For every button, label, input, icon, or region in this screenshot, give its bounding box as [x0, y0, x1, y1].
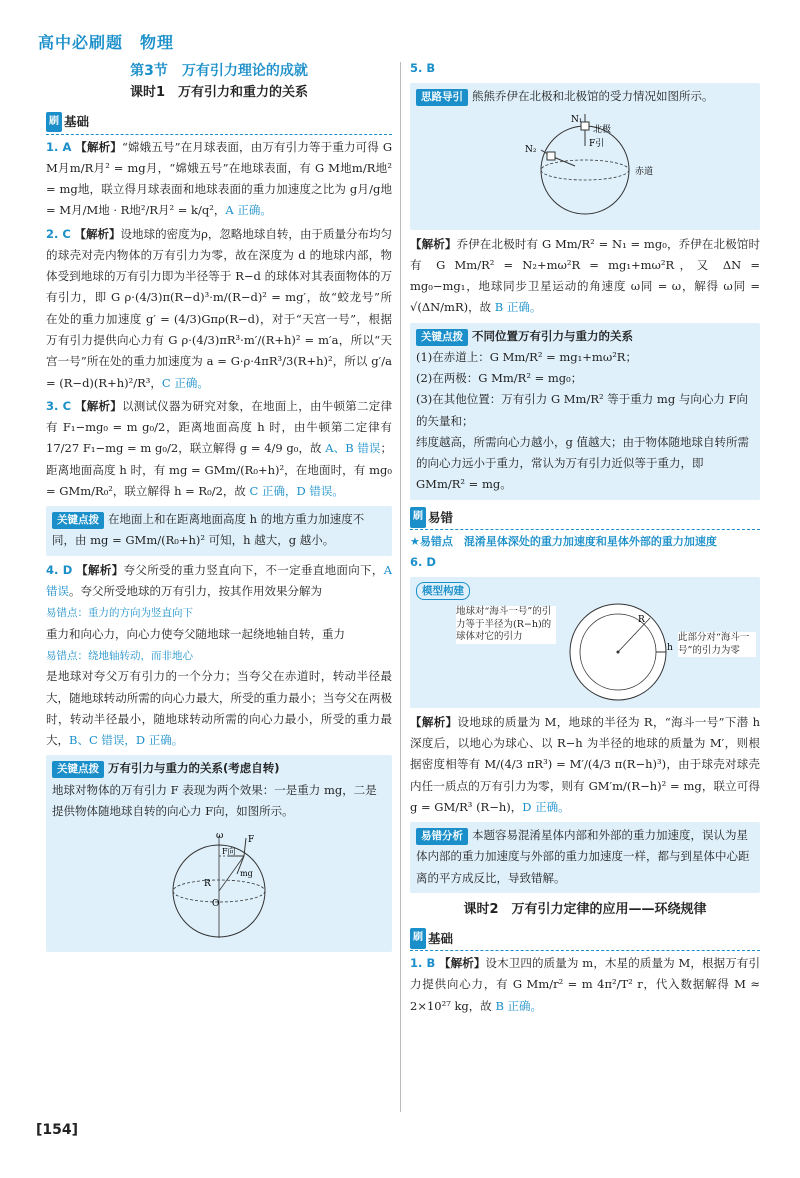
section-title: 第3节 万有引力理论的成就 [130, 63, 308, 79]
model-diagram [416, 602, 754, 702]
model-badge: 模型构建 [416, 582, 470, 600]
model-box [410, 577, 760, 707]
answer-conclusion-2: B、C 错误，D 正确。 [69, 733, 184, 748]
answer-conclusion: A 错误 [46, 562, 393, 598]
omega-label: ω [216, 831, 224, 842]
right-column [410, 58, 760, 1017]
key-point-badge: 关键点拨 [416, 329, 468, 346]
analysis-text-3: 重力和向心力，向心力使夸父随地球一起绕地轴自转，重力 [46, 626, 345, 641]
analysis-text: 设木卫四的质量为 m，木星的质量为 M，根据万有引力提供向心力，有 G Mm/r² = m 4π²/T² r，代入数据解得 M ≈ 2×10²⁷ kg，故 [410, 956, 760, 1013]
category-label: 易错 [428, 509, 454, 525]
key-point-line-1: (1)在赤道上：G Mm/R² = mg₁+mω²R； [416, 349, 637, 364]
question-number: 3. C [46, 398, 72, 413]
question-number: 1. B [410, 956, 436, 971]
answer-conclusion: C 正确。 [161, 375, 209, 390]
question-number-6: 6. D [410, 555, 436, 570]
category-error [410, 506, 760, 530]
lesson-title: 课时1 万有引力和重力的关系 [129, 85, 309, 101]
key-point-line-2: (2)在两极：G Mm/R² = mg₀； [416, 371, 583, 386]
question-number: 1. A [46, 139, 72, 154]
analysis-tag: 【解析】 [74, 226, 121, 241]
answer-5 [410, 234, 760, 319]
left-column [46, 60, 392, 956]
idea-badge: 思路导引 [416, 89, 468, 106]
answer-3 [46, 396, 392, 502]
answer-conclusion: A、B 错误 [325, 441, 381, 456]
analysis-tag: 【解析】 [74, 398, 122, 413]
error-analysis-badge: 易错分析 [416, 828, 468, 845]
category-basic-2 [410, 927, 760, 951]
radius-label: R [204, 879, 211, 890]
analysis-text-4: 是地球对夸父万有引力的一个分力；当夸父在赤道时，转动半径最大，随地球转动所需的向心力最大，所受的重力最小；当夸父在两极时，转动半径最小，随地球转动所需的向心力最小，所受的重力最大， [46, 669, 392, 748]
idea-box [410, 83, 760, 229]
answer-4 [46, 560, 392, 752]
question-number: 4. D [46, 562, 73, 577]
answer-2 [46, 224, 392, 394]
analysis-text-2: ；距离地面高度 h 时，有 mg = GMm/(R₀+h)²，在地面时，有 mg₀ = GMm/R₀²，联立解得 h = R₀/2，故 [46, 441, 392, 498]
model-right-text: 此部分对“海斗一号”的引力为零 [678, 632, 756, 658]
key-point-title: 不同位置万有引力与重力的关系 [472, 328, 633, 343]
key-point-text: 地球对物体的万有引力 F 表现为两个效果：一是重力 mg，二是提供物体随地球自转的向心力 F向，如图所示。 [52, 782, 377, 818]
error-note-2: 易错点：绕地轴转动，而非地心 [46, 649, 193, 662]
key-point-box-2 [46, 755, 392, 952]
centripetal-label: F向 [222, 847, 236, 857]
analysis-text: “嫦娥五号”在月球表面，由万有引力等于重力可得 G M月m/R月² = mg月，“嫦娥五号”在地球表面，有 G M地m/R地² = mg地，联立得月球表面和地球表面的重力加速度之比为 g月/g地 = M月/M地 · R地²/R月² = k/q²， [46, 139, 393, 218]
key-point-line-4: 纬度越高，所需向心力越小，g 值越大；由于物体随地球自转所需的向心力远小于重力，常认为万有引力近似等于重力，即 GMm/R² = mg。 [416, 434, 750, 492]
analysis-text: 以测试仪器为研究对象，在地面上，由牛顿第二定律有 F₁−mg₀ = m g₀/2，距离地面高度 h 时，由牛顿第二定律有 17/27 F₁−mg = m g₀/2，联立解得 g = 4/9 g₀，故 [46, 398, 393, 456]
earth-force-diagram [144, 826, 294, 944]
analysis-text: 设地球的质量为 M，地球的半径为 R，“海斗一号”下潜 h 深度后，以地心为球心、以 R−h 为半径的地球的质量为 M′，则根据密度相等有 M/(4/3 πR³) = M′/(4/3 π(R−h)³)，由于球壳对球壳内任一质点的万有引力为零，则有 GM′m/(R−h)² = mg，联立可得 g = GM/R³ (R−h)， [410, 714, 760, 814]
gravity-label: mg [240, 869, 253, 879]
analysis-tag: 【解析】 [75, 139, 122, 154]
analysis-tag: 【解析】 [410, 236, 457, 251]
category-badge: 刷 [410, 928, 426, 949]
answer-conclusion-2: C 正确，D 错误。 [249, 483, 344, 498]
center-label: O [212, 899, 220, 910]
key-point-line-3: (3)在其他位置：万有引力 G Mm/R² 等于重力 mg 与向心力 F向 的矢量和； [416, 392, 748, 428]
radius-label: R [638, 614, 645, 625]
key-point-box-1 [46, 506, 392, 556]
category-basic [46, 110, 392, 134]
key-point-badge: 关键点拨 [52, 512, 104, 529]
category-badge: 刷 [46, 112, 62, 133]
key-point-title: 万有引力与重力的关系(考虑自转) [108, 761, 280, 776]
key-point-box-3 [410, 323, 760, 500]
shell-diagram [556, 602, 680, 702]
analysis-tag: 【解析】 [76, 562, 124, 577]
answer-6 [410, 712, 760, 818]
question-number: 2. C [46, 226, 71, 241]
n1-label: N₁ [571, 114, 583, 125]
category-badge: 刷 [410, 507, 426, 528]
error-note-1: 易错点：重力的方向为竖直向下 [46, 607, 193, 620]
analysis-text: 设地球的密度为ρ，忽略地球自转，由于质量分布均匀的球壳对壳内物体的万有引力为零，故在深度为 d 的地球内部，物体受到地球的万有引力即为半径等于 R−d 的球体对其表面物体的万有引力，即 G ρ·(4/3)π(R−d)³·m/(R−d)² = mg′，故“蛟龙号”所在处的重力加速度 g′ = (4/3)Gπρ(R−d)，对于“天宫一号”，根据万有引力提供向心力有 G ρ·(4/3)πR³·m′/(R+h)² = m′a，所以“天宫一号”所在处的重力加速度为 a = G·ρ·4πR³/3(R+h)²，所以 g′/a = (R−d)(R+h)²/R³， [46, 226, 393, 390]
polar-force-diagram [485, 112, 685, 222]
n2-label: N₂ [525, 144, 537, 155]
model-left-text: 地球对“海斗一号”的引力等于半径为(R−h)的球体对它的引力 [456, 606, 556, 644]
answer-conclusion: B 正确。 [495, 998, 543, 1013]
error-point-title: ★易错点 混淆星体深处的重力加速度和星体外部的重力加速度 [410, 534, 717, 548]
idea-text: 熊熊乔伊在北极和北极馆的受力情况如图所示。 [472, 89, 714, 104]
key-point-text: 在地面上和在距离地面高度 h 的地方重力加速度不同，由 mg = GMm/(R₀+h)² 可知，h 越大，g 越小。 [52, 512, 365, 548]
column-divider [400, 62, 401, 1112]
lesson-2-title: 课时2 万有引力定律的应用——环绕规律 [463, 901, 707, 917]
page-number: [154] [36, 1122, 79, 1138]
answer-conclusion: A 正确。 [225, 203, 272, 218]
north-pole-label: 北极 [593, 124, 612, 135]
force-label: F [248, 835, 255, 846]
equator-label: 赤道 [635, 166, 654, 177]
error-analysis-text: 本题容易混淆星体内部和外部的重力加速度，误认为星体内部的重力加速度与外部的重力加速度一样，都与到星体中心距离的平方成反比，导致错解。 [416, 828, 750, 885]
analysis-tag: 【解析】 [439, 956, 486, 971]
analysis-text-2: 。夸父所受地球的万有引力，按其作用效果分解为 [69, 583, 322, 598]
analysis-text: 乔伊在北极时有 G Mm/R² = N₁ = mg₀，乔伊在北极馆时有 G Mm/R² = N₂+mω²R = mg₁+mω²R，又 ΔN = mg₀−mg₁，地球同步卫星运动的角速度 ω同 = ω，解得 ω同 = √(ΔN/mR)，故 [410, 236, 761, 315]
analysis-tag: 【解析】 [410, 714, 458, 729]
gravity-force-label: F引 [589, 138, 605, 149]
analysis-text: 夸父所受的重力竖直向下，不一定垂直地面向下， [123, 562, 384, 577]
answer-conclusion: B 正确。 [494, 300, 542, 315]
depth-label: h [667, 642, 673, 653]
answer-lesson2-1 [410, 953, 760, 1017]
question-number-5: 5. B [410, 61, 436, 75]
answer-conclusion: D 正确。 [522, 799, 570, 814]
error-analysis-box [410, 822, 760, 893]
category-label: 基础 [428, 930, 454, 946]
answer-1 [46, 137, 392, 222]
header-title: 高中必刷题 物理 [38, 33, 175, 52]
category-label: 基础 [64, 114, 90, 130]
key-point-badge: 关键点拨 [52, 761, 104, 778]
